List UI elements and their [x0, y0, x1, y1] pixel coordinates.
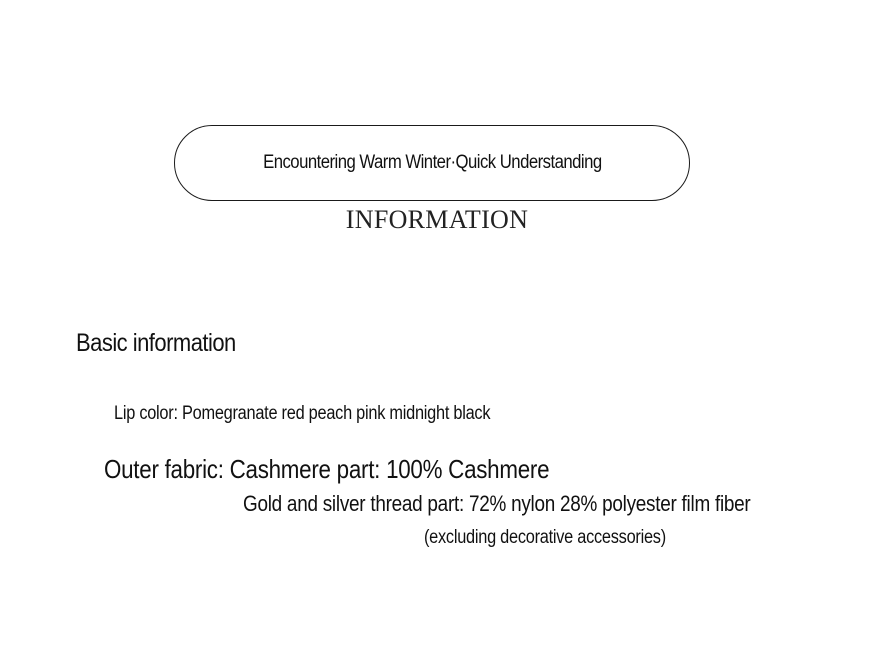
lip-color-text: Lip color: Pomegranate red peach pink midnight black — [114, 403, 491, 424]
gold-silver-thread-text: Gold and silver thread part: 72% nylon 28% polyester film fiber — [243, 491, 751, 516]
header-pill — [174, 125, 690, 201]
outer-fabric-text: Outer fabric: Cashmere part: 100% Cashmere — [104, 454, 550, 484]
basic-information-heading: Basic information — [76, 329, 236, 357]
pill-title: Encountering Warm Winter·Quick Understanding — [262, 152, 602, 173]
exclusion-note: (excluding decorative accessories) — [424, 527, 666, 548]
information-subtitle: INFORMATION — [345, 205, 529, 234]
